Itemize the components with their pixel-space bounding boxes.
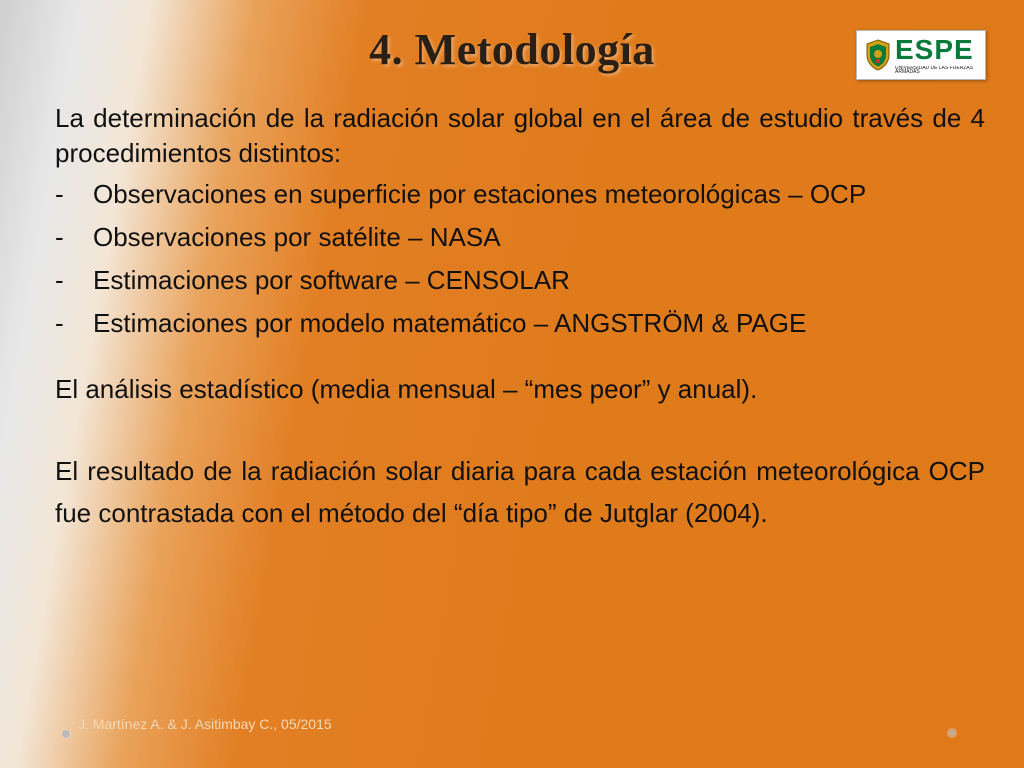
bullet-dash: - — [55, 222, 64, 252]
list-item — [55, 306, 985, 340]
intro-paragraph: La determinación de la radiación solar global en el área de estudio través de 4 procedimientos distintos: — [55, 103, 985, 168]
list-item-text: Estimaciones por software – CENSOLAR — [93, 265, 570, 295]
footer-dot-left — [62, 730, 70, 738]
footer-author: J. Martínez A. & J. Asitimbay C., 05/2015 — [78, 716, 332, 732]
list-item-text: Observaciones en superficie por estaciones meteorológicas – OCP — [93, 179, 867, 209]
list-item — [55, 177, 985, 211]
bullet-dash: - — [55, 265, 64, 295]
statistics-paragraph: El análisis estadístico (media mensual – “mes peor” y anual). — [55, 374, 758, 404]
university-crest-icon — [865, 39, 891, 71]
list-item — [55, 263, 985, 297]
footer-dot-right — [948, 729, 956, 737]
results-paragraph: El resultado de la radiación solar diaria para cada estación meteorológica OCP fue contrastada con el método del “día tipo” de Jutglar (2004). — [55, 456, 985, 528]
list-item-text: Observaciones por satélite – NASA — [93, 222, 501, 252]
bullet-dash: - — [55, 179, 64, 209]
logo-subtitle: UNIVERSIDAD DE LAS FUERZAS ARMADAS — [895, 66, 974, 74]
list-item — [55, 220, 985, 254]
list-item-text: Estimaciones por modelo matemático – ANGSTRÖM & PAGE — [93, 308, 807, 338]
method-list — [55, 177, 985, 340]
bullet-dash: - — [55, 308, 64, 338]
logo-wordmark: ESPE — [895, 34, 974, 65]
slide-body — [55, 101, 985, 534]
espe-logo — [856, 30, 986, 80]
page-title: 4. Metodología — [369, 25, 655, 74]
